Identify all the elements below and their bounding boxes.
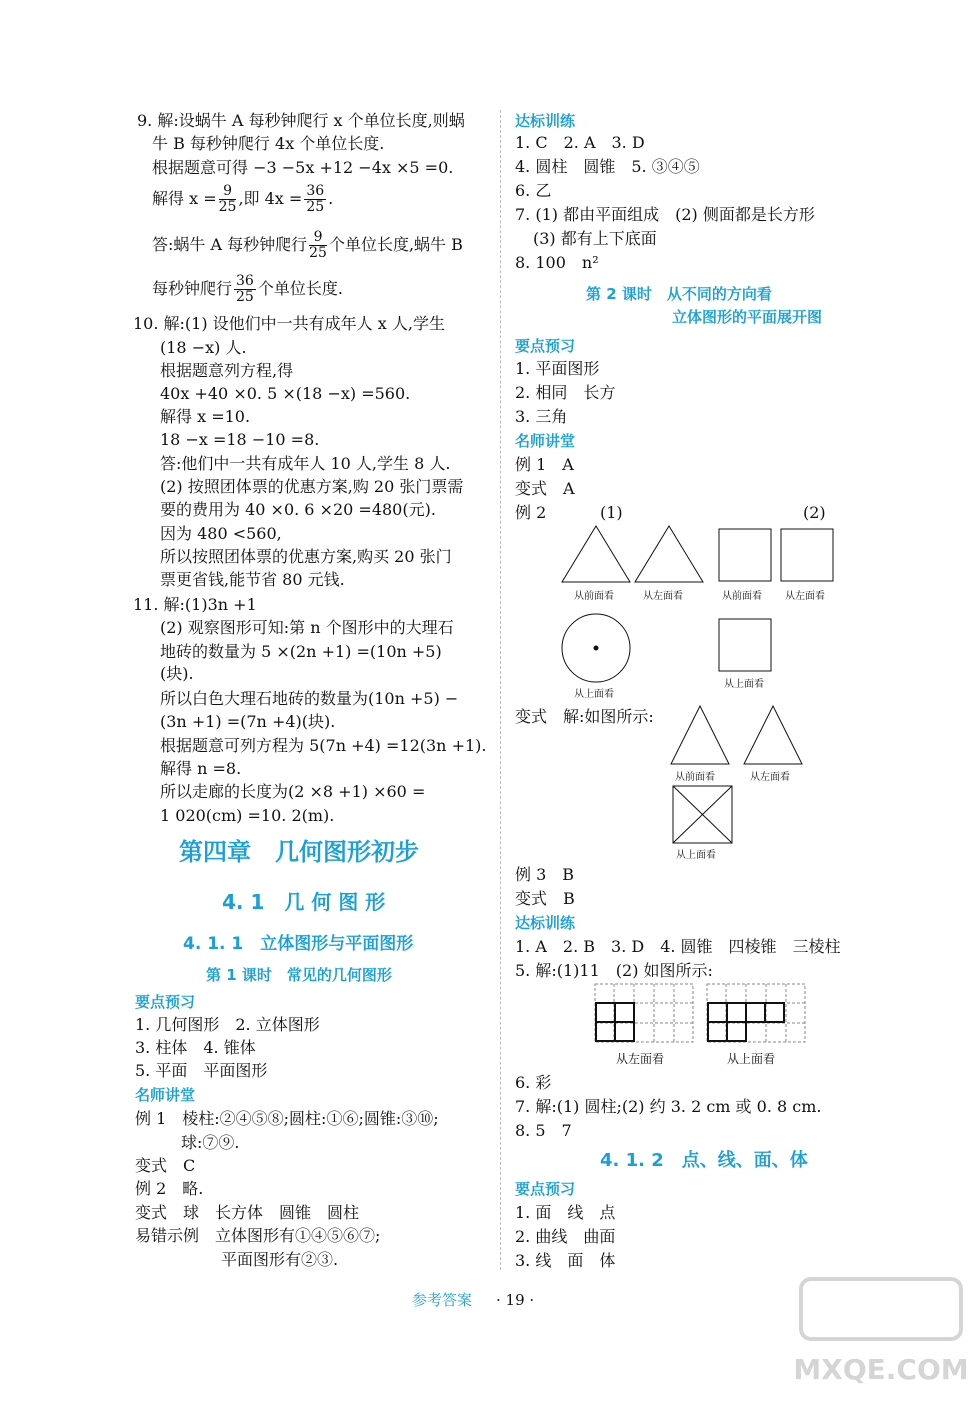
q11-line-2: (2) 观察图形可知:第 n 个图形中的大理石 <box>160 618 454 637</box>
fraction <box>304 184 326 215</box>
fraction <box>219 184 237 215</box>
q11-line-7: 根据题意可列方程为 5(7n +4) =12(3n +1). <box>160 736 487 755</box>
square-front-view <box>718 528 772 582</box>
training-line-2: 4. 圆柱 圆锥 5. ③④⑤ <box>515 157 700 176</box>
q9-line-3: 根据题意可得 −3 −5x +12 −4x ×5 =0. <box>152 158 454 177</box>
q10-line-7: 答:他们中一共有成年人 10 人,学生 8 人. <box>160 454 451 473</box>
heading-training-2: 达标训练 <box>515 914 576 932</box>
q9-line-2: 牛 B 每秒钟爬行 4x 个单位长度. <box>152 134 385 153</box>
q10-line-9: 要的费用为 40 ×0. 6 ×20 =480(元). <box>160 500 436 519</box>
training2-line-1: 1. A 2. B 3. D 4. 圆锥 四棱锥 三棱柱 <box>515 937 841 956</box>
q9-text: ,即 4x = <box>238 189 303 208</box>
q10-line-12: 票更省钱,能节省 80 元钱. <box>160 570 345 589</box>
q9-line-6 <box>152 272 343 306</box>
preview-line-2: 2. 相同 长方 <box>515 383 616 402</box>
numerator: 9 <box>219 184 237 200</box>
q9-text: 解得 x = <box>152 189 217 208</box>
q10-line-10: 因为 480 <560, <box>160 524 282 543</box>
example-1-line-1: 例 1 棱柱:②④⑤⑧;圆柱:①⑥;圆锥:③⑩; <box>135 1109 439 1128</box>
q10-line-1: 10. 解:(1) 设他们中一共有成年人 x 人,学生 <box>133 314 445 333</box>
part-2-label: (2) <box>803 503 826 522</box>
heading-preview-2: 要点预习 <box>515 1180 576 1198</box>
square-left-view <box>780 528 834 582</box>
label-top: 从上面看 <box>724 679 764 690</box>
q9-line-4 <box>152 182 333 216</box>
q9-text: 个单位长度. <box>257 279 343 298</box>
lesson-title: 第 1 课时 常见的几何图形 <box>206 966 392 984</box>
example-2: 例 2 <box>515 503 547 522</box>
q11-line-4: (块). <box>160 664 194 683</box>
q11-line-8: 解得 n =8. <box>160 759 242 778</box>
circle-top-view <box>560 612 632 684</box>
label-front: 从前面看 <box>722 591 762 602</box>
triangle-left-view <box>633 524 705 584</box>
label-top: 从上面看 <box>727 1052 776 1066</box>
training-line-1: 1. C 2. A 3. D <box>515 133 645 152</box>
example-2: 例 2 略. <box>135 1179 204 1198</box>
variant-3: 变式 B <box>515 889 575 908</box>
q10-line-8: (2) 按照团体票的优惠方案,购 20 张门票需 <box>160 477 464 496</box>
label-left: 从左面看 <box>750 772 790 783</box>
watermark-text: MXQE.COM <box>793 1353 969 1386</box>
grid-top-view <box>706 983 806 1043</box>
q9-line-1: 9. 解:设蜗牛 A 每秒钟爬行 x 个单位长度,则蜗 <box>137 111 465 130</box>
numerator: 9 <box>309 230 327 246</box>
label-left: 从左面看 <box>643 591 683 602</box>
page-number: · 19 · <box>496 1291 535 1309</box>
section-title: 4. 1 几 何 图 形 <box>222 890 386 914</box>
label-front: 从前面看 <box>574 591 614 602</box>
heading-preview: 要点预习 <box>135 993 196 1011</box>
label-left: 从左面看 <box>616 1052 665 1066</box>
variant-1: 变式 A <box>515 479 575 498</box>
square-top-view <box>718 618 772 672</box>
training2-line-5: 8. 5 7 <box>515 1121 572 1140</box>
watermark-logo <box>791 1274 971 1394</box>
q10-line-5: 解得 x =10. <box>160 407 251 426</box>
training2-line-3: 6. 彩 <box>515 1073 552 1092</box>
part-1-label: (1) <box>600 503 623 522</box>
variant-1: 变式 C <box>135 1156 196 1175</box>
q11-line-5: 所以白色大理石地砖的数量为(10n +5) − <box>160 689 459 708</box>
q10-line-2: (18 −x) 人. <box>160 338 247 357</box>
fraction <box>309 230 327 261</box>
q9-text: . <box>328 189 334 208</box>
preview2-line-2: 2. 曲线 曲面 <box>515 1227 616 1246</box>
example-3: 例 3 B <box>515 865 575 884</box>
label-top: 从上面看 <box>574 689 614 700</box>
training-line-3: 6. 乙 <box>515 181 552 200</box>
preview2-line-1: 1. 面 线 点 <box>515 1203 616 1222</box>
footer-label: 参考答案 <box>412 1291 473 1309</box>
label-top: 从上面看 <box>676 850 716 861</box>
denominator: 25 <box>306 199 325 215</box>
training-line-4: 7. (1) 都由平面组成 (2) 侧面都是长方形 <box>515 205 815 224</box>
chapter-title: 第四章 几何图形初步 <box>179 838 419 866</box>
heading-training: 达标训练 <box>515 112 576 130</box>
subsection-title-412: 4. 1. 2 点、线、面、体 <box>600 1150 808 1171</box>
training-line-6: 8. 100 n² <box>515 253 599 272</box>
numerator: 36 <box>236 273 254 289</box>
example-1: 例 1 A <box>515 455 574 474</box>
triangle-left-view <box>742 704 804 766</box>
q11-line-9: 所以走廊的长度为(2 ×8 +1) ×60 = <box>160 782 426 801</box>
training2-line-4: 7. 解:(1) 圆柱;(2) 约 3. 2 cm 或 0. 8 cm. <box>515 1097 822 1116</box>
triangle-front-view <box>560 524 632 584</box>
q11-line-3: 地砖的数量为 5 ×(2n +1) =(10n +5) <box>160 642 442 661</box>
grid-left-view <box>594 983 694 1043</box>
q9-text: 个单位长度,蜗牛 B <box>328 235 463 254</box>
q9-text: 答:蜗牛 A 每秒钟爬行 <box>152 235 308 254</box>
q9-text: 每秒钟爬行 <box>152 279 233 298</box>
q9-line-5 <box>152 228 463 262</box>
q10-line-3: 根据题意列方程,得 <box>160 361 294 380</box>
heading-lecture: 名师讲堂 <box>515 432 576 450</box>
lesson-2-title-2: 立体图形的平面展开图 <box>672 308 823 326</box>
variant-2: 变式 球 长方体 圆锥 圆柱 <box>135 1203 360 1222</box>
lesson-2-title-1: 第 2 课时 从不同的方向看 <box>586 285 772 303</box>
denominator: 25 <box>309 245 327 261</box>
q11-line-6: (3n +1) =(7n +4)(块). <box>160 712 336 731</box>
preview-line-3: 5. 平面 平面图形 <box>135 1061 268 1080</box>
heading-lecture: 名师讲堂 <box>135 1086 196 1104</box>
subsection-title: 4. 1. 1 立体图形与平面图形 <box>183 934 414 954</box>
label-front: 从前面看 <box>675 772 715 783</box>
preview-line-3: 3. 三角 <box>515 407 568 426</box>
q10-line-4: 40x +40 ×0. 5 ×(18 −x) =560. <box>160 384 411 403</box>
q11-line-10: 1 020(cm) =10. 2(m). <box>160 806 335 825</box>
example-1-line-2: 球:⑦⑨. <box>181 1133 240 1152</box>
fraction <box>234 274 256 305</box>
training2-line-2: 5. 解:(1)11 (2) 如图所示: <box>515 961 713 980</box>
heading-preview: 要点预习 <box>515 337 576 355</box>
preview-line-1: 1. 平面图形 <box>515 359 600 378</box>
denominator: 25 <box>236 289 254 305</box>
q10-line-11: 所以按照团体票的优惠方案,购买 20 张门 <box>160 547 452 566</box>
square-with-diagonals-top-view <box>672 785 734 845</box>
preview-line-2: 3. 柱体 4. 锥体 <box>135 1038 256 1057</box>
q11-line-1: 11. 解:(1)3n +1 <box>133 595 257 614</box>
variant-2: 变式 解:如图所示: <box>515 707 654 726</box>
q10-line-6: 18 −x =18 −10 =8. <box>160 430 320 449</box>
label-left: 从左面看 <box>785 591 825 602</box>
preview-line-1: 1. 几何图形 2. 立体图形 <box>135 1015 320 1034</box>
error-example-1: 易错示例 立体图形有①④⑤⑥⑦; <box>135 1226 381 1245</box>
error-example-2: 平面图形有②③. <box>221 1250 339 1269</box>
denominator: 25 <box>218 199 237 215</box>
column-divider <box>500 110 501 1270</box>
preview2-line-3: 3. 线 面 体 <box>515 1251 616 1270</box>
triangle-front-view <box>669 704 731 766</box>
training-line-5: (3) 都有上下底面 <box>533 229 657 248</box>
numerator: 36 <box>306 183 325 199</box>
